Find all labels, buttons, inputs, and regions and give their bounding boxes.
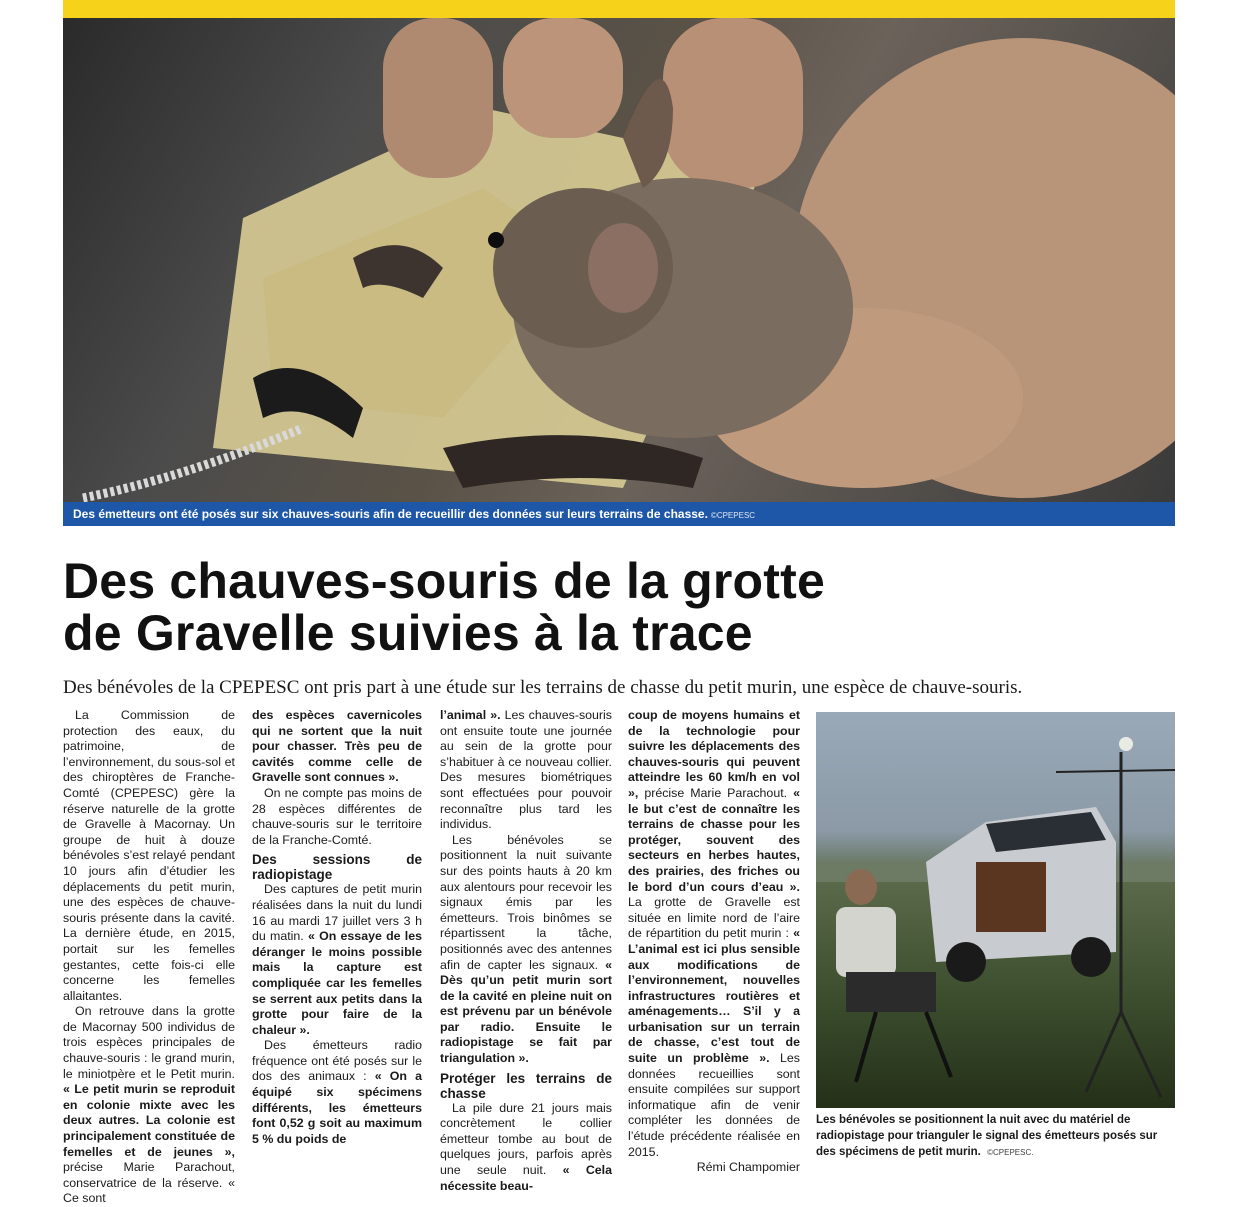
quote: « Dès qu’un petit murin sort de la cavité en pleine nuit on est prévenu par un bénévole par radio. Ensuite le radiopistage se fait par triangulation ». (440, 957, 612, 1066)
section-heading: Protéger les terrains de chasse (440, 1070, 612, 1101)
bat-photo (63, 18, 1175, 502)
paragraph (252, 1038, 422, 1147)
paragraph-text: Les bénévoles se positionnent la nuit suivante sur des points hauts à 20 km aux alentours pour recevoir les signaux émis par les émetteurs. Trois binômes se répartissent la tâche, positionnés avec des antennes afin de capter les signaux. (440, 832, 612, 972)
paragraph (440, 708, 612, 833)
quote: coup de moyens humains et de la technologie pour suivre les déplacements des chauves-souris qui peuvent atteindre les 60 km/h en vol », (628, 708, 800, 800)
paragraph-text: La grotte de Gravelle est située en limite nord de l’aire de répartition du petit murin : (628, 895, 800, 941)
paragraph: On ne compte pas moins de 28 espèces différentes de chauve-souris sur le territoire de la Franche-Comté. (252, 785, 422, 847)
headline-line-1: Des chauves-souris de la grotte (63, 553, 826, 609)
paragraph-text: On retrouve dans la grotte de Macornay 500 individus de trois espèces principales de chauve-souris : le grand murin, le miniotpère et le Petit murin. (63, 1004, 235, 1081)
article-subhead: Des bénévoles de la CPEPESC ont pris part à une étude sur les terrains de chasse du petit murin, une espèce de chauve-souris. (63, 677, 1023, 698)
quote: « Cela nécessite beau- (440, 1163, 612, 1193)
paragraph-text: Les données recueillies sont ensuite compilées sur support informatique afin de venir compléter les données de l’étude précédente réalisée en 2015. (628, 1051, 800, 1159)
yellow-header-band (63, 0, 1175, 18)
quote: l’animal ». (440, 708, 501, 722)
side-photo-credit: ©CPEPESC. (987, 1148, 1034, 1157)
article-column-1 (63, 708, 235, 1207)
paragraph-text: Des émetteurs radio fréquence ont été posés sur le dos des animaux : (252, 1038, 422, 1084)
quote: « On a équipé six spécimens différents, les émetteurs font 0,52 g soit au maximum 5 % du poids de (252, 1069, 423, 1146)
article-headline (63, 555, 1175, 659)
paragraph-text: Des captures de petit murin réalisées dans la nuit du lundi 16 au mardi 17 juillet vers 3 h du matin. (252, 882, 422, 944)
author-signature: Rémi Champomier (696, 1160, 800, 1175)
quote: « L’animal est ici plus sensible aux modifications de l’environnement, nouvelles infrastructures routières et aménagements… S’il y a urbanisation sur un terrain de chasse, c’est tout de suite un problème ». (628, 926, 800, 1066)
headline-line-2: de Gravelle suivies à la trace (63, 605, 753, 661)
field-team-photo (816, 712, 1175, 1108)
paragraph (252, 882, 422, 1038)
main-photo-credit: ©CPEPESC (710, 511, 756, 520)
article-column-4 (628, 708, 800, 1176)
paragraph (440, 833, 612, 1067)
paragraph (628, 708, 800, 1160)
side-photo-caption (816, 1112, 1175, 1161)
paragraph (440, 1101, 612, 1195)
paragraph-text: La pile dure 21 jours mais concrètement le collier émetteur tombe au bout de quelques jours, parfois après une seule nuit. (440, 1100, 612, 1178)
main-photo-caption (63, 502, 1175, 526)
side-photo-caption-text: Les bénévoles se positionnent la nuit avec du matériel de radiopistage pour trianguler le signal des émetteurs posés sur des spécimens de petit murin. (816, 1114, 1158, 1158)
paragraph: La Commission de protection des eaux, du patrimoine, de l’environnement, du sous-sol et des chiroptères de Franche-Comté (CPEPESC) gère la réserve naturelle de la grotte de Gravelle à Macornay. Un groupe de huit à douze bénévoles s’est relayé pendant 10 jours afin d’étudier les déplacements du petit murin, une des espèces de chauve-souris présente dans la cavité. La dernière étude, en 2015, portait sur les femelles gestantes, cette fois-ci elle concerne les femelles allaitantes. (63, 708, 235, 1003)
paragraph (252, 708, 422, 786)
paragraph-text: Les chauves-souris ont ensuite toute une journée au sein de la grotte pour s’habituer à ce nouveau collier. Des mesures biométriques sont effectuées pour pouvoir reconnaître plus tard les individus. (440, 708, 612, 832)
section-heading: Des sessions de radiopistage (252, 852, 422, 883)
article-column-2 (252, 708, 422, 1147)
paragraph (63, 1004, 235, 1207)
quote: des espèces cavernicoles qui ne sortent que la nuit pour chasser. Très peu de cavités comme celle de Gravelle sont connues ». (252, 708, 422, 785)
paragraph-text: précise Marie Parachout. (644, 785, 788, 800)
paragraph-text: précise Marie Parachout, conservatrice de la réserve. « Ce sont (63, 1160, 235, 1206)
quote: « On essaye de les déranger le moins possible mais la capture est compliquée car les femelles se serrent aux petits dans la grotte pour faire de la chaleur ». (252, 929, 422, 1037)
quote: « Le petit murin se reproduit en colonie mixte avec les deux autres. La colonie est principalement constituée de femelles et de jeunes », (63, 1082, 235, 1159)
quote: « le but c’est de connaître les terrains de chasse pour les protéger, souvent des secteurs en herbes hautes, des prairies, des friches ou le bord d’un cours d’eau ». (628, 785, 800, 894)
main-photo-caption-text: Des émetteurs ont été posés sur six chauves-souris afin de recueillir des données sur leurs terrains de chasse. (73, 507, 708, 521)
article-column-3 (440, 708, 612, 1194)
